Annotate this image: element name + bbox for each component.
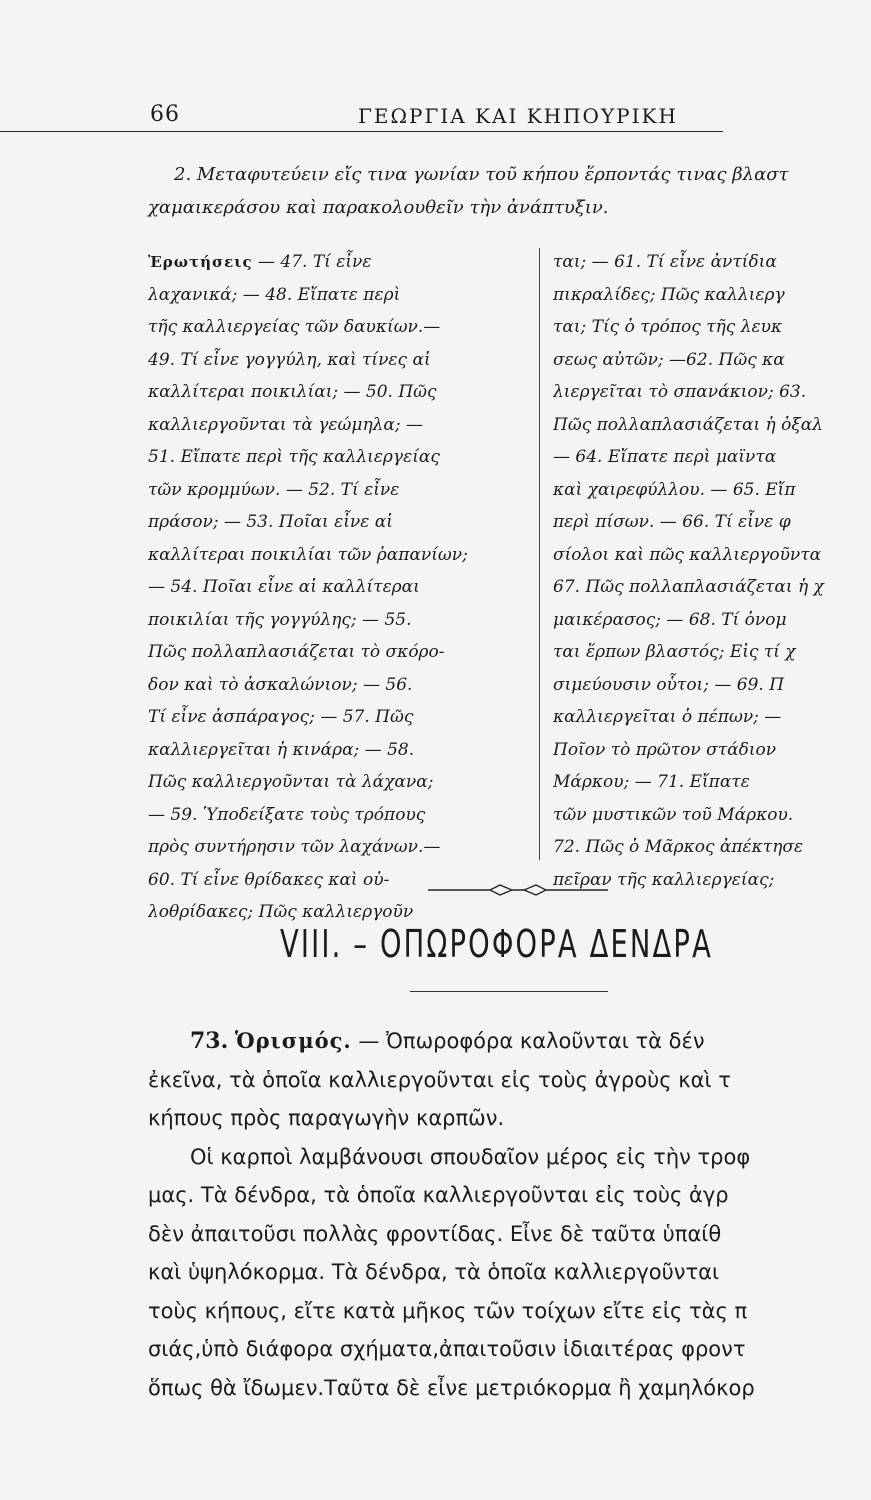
question-line: 67. Πῶς πολλαπλασιάζεται ἡ χ [553,577,824,597]
body-line: μας. Τὰ δένδρα, τὰ ὁποῖα καλλιεργοῦνται εἰς τοὺς ἀγρ [148,1183,729,1207]
question-line: ται; Τίς ὁ τρόπος τῆς λευκ [553,317,783,337]
question-line: τῆς καλλιεργείας τῶν δαυκίων.— [148,317,441,337]
question-line: — 59. Ὑποδείξατε τοὺς τρόπους [148,804,426,825]
page-number: 66 [150,102,180,127]
question-line: καλλίτεραι ποικιλίαι τῶν ῥαπανίων; [148,544,468,565]
exercise-line: χαμαικεράσου καὶ παρακολουθεῖν τὴν ἀνάπτυξιν. [148,197,609,218]
body-line: δὲν ἀπαιτοῦσι πολλὰς φροντίδας. Εἶνε δὲ ταῦτα ὑπαίθ [148,1221,722,1246]
question-line: περὶ πίσων. — 66. Τί εἶνε φ [553,512,791,532]
section-body [148,1022,871,1407]
question-line: ποικιλίαι τῆς γογγύλης; — 55. [148,609,412,630]
body-line: σιάς,ὑπὸ διάφορα σχήματα,ἀπαιτοῦσιν ἰδιαιτέρας φροντ [148,1337,746,1361]
questions-right-column [553,246,871,896]
question-line: λοθρίδακες; Πῶς καλλιεργοῦν [148,902,414,922]
body-line: καὶ ὑψηλόκορμα. Τὰ δένδρα, τὰ ὁποῖα καλλιεργοῦνται [148,1260,720,1284]
question-line: — 54. Ποῖαι εἶνε αἱ καλλίτεραι [148,577,420,597]
question-line: Πῶς πολλαπλασιάζεται ἡ ὀξαλ [553,414,823,435]
question-line: τῶν μυστικῶν τοῦ Μάρκου. [553,804,794,825]
question-line: καλλιεργεῖται ἡ κινάρα; — 58. [148,739,415,760]
question-line: ται; — 61. Τί εἶνε ἀντίδια [553,252,777,272]
question-line: 51. Εἴπατε περὶ τῆς καλλιεργείας [148,447,440,467]
question-line: μαικέρασος; — 68. Τί ὀνομ [553,609,787,630]
question-line: λαχανικά; — 48. Εἴπατε περὶ [148,284,401,305]
question-line: 72. Πῶς ὁ Μᾶρκος ἀπέκτησε [553,837,804,857]
question-line: λιεργεῖται τὸ σπανάκιον; 63. [553,382,807,402]
section-heading: Ὁρισμός. [234,1028,352,1053]
question-line: 60. Τί εἶνε θρίδακες καὶ οὐ- [148,869,390,890]
question-line: Τί εἶνε ἀσπάραγος; — 57. Πῶς [148,707,414,727]
question-line: Μάρκου; — 71. Εἴπατε [553,772,750,792]
question-line: Πῶς πολλαπλασιάζεται τὸ σκόρο- [148,642,445,662]
body-line: κήπους πρὸς παραγωγὴν καρπῶν. [148,1106,505,1130]
question-line: καλλιεργοῦνται τὰ γεώμηλα; — [148,414,424,435]
question-line-rest: — 47. Τί εἶνε [252,252,372,272]
question-line: — 64. Εἴπατε περὶ μαϊντα [553,447,777,467]
question-line: πικραλίδες; Πῶς καλλιεργ [553,284,785,305]
question-line: σεως αὐτῶν; —62. Πῶς κα [553,349,785,370]
exercise-line: 2. Μεταφυτεύειν εἴς τινα γωνίαν τοῦ κήπου ἕρποντάς τινας βλαστ [174,164,789,185]
column-divider [539,248,540,860]
section-first-line [148,1022,871,1061]
question-line: καλλιεργεῖται ὁ πέπων; — [553,707,782,727]
chapter-title: VIII. – ΟΠΩΡΟΦΟΡΑ ΔΕΝΔΡΑ [280,922,713,966]
ornament-divider [428,880,608,900]
question-line: ται ἕρπων βλαστός; Εἰς τί χ [553,642,796,662]
header-rule [0,131,723,132]
question-line [148,246,526,279]
page-header [148,100,871,134]
question-line: Πῶς καλλιεργοῦνται τὰ λάχανα; [148,772,434,792]
section-first-line-text: — Ὀπωροφόρα καλοῦνται τὰ δέν [351,1029,705,1053]
question-line: δον καὶ τὸ ἀσκαλώνιον; — 56. [148,674,413,695]
body-line: τοὺς κήπους, εἴτε κατὰ μῆκος τῶν τοίχων εἴτε εἰς τὰς π [148,1298,748,1323]
question-line: πράσον; — 53. Ποῖαι εἶνε αἱ [148,512,393,532]
exercise-paragraph [148,158,863,224]
body-line: ὅπως θὰ ἴδωμεν.Ταῦτα δὲ εἶνε μετριόκορμα ἢ χαμηλόκορ [148,1375,755,1400]
question-line: πρὸς συντήρησιν τῶν λαχάνων.— [148,837,441,857]
questions-heading: Ἐρωτήσεις [148,253,253,271]
question-line: καλλίτεραι ποικιλίαι; — 50. Πῶς [148,382,437,402]
question-line: 49. Τί εἶνε γογγύλη, καὶ τίνες αἱ [148,349,431,370]
body-line: ἐκεῖνα, τὰ ὁποῖα καλλιεργοῦνται εἰς τοὺς ἀγροὺς καὶ τ [148,1067,731,1092]
section-number: 73. [190,1028,229,1054]
question-line: σιμεύουσιν οὗτοι; — 69. Π [553,674,785,695]
question-line: πεῖραν τῆς καλλιεργείας; [553,869,775,890]
question-line: σίολοι καὶ πῶς καλλιεργοῦντα [553,544,822,565]
question-line: Ποῖον τὸ πρῶτον στάδιον [553,739,777,760]
question-line: καὶ χαιρεφύλλου. — 65. Εἴπ [553,479,796,500]
running-title: ΓΕΩΡΓΙΑ ΚΑΙ ΚΗΠΟΥΡΙΚΗ [358,104,678,128]
questions-left-column [148,246,526,929]
question-line: τῶν κρομμύων. — 52. Τί εἶνε [148,479,400,500]
chapter-rule [410,991,608,992]
body-line: Οἱ καρποὶ λαμβάνουσι σπουδαῖον μέρος εἰς τὴν τροφ [190,1144,751,1169]
